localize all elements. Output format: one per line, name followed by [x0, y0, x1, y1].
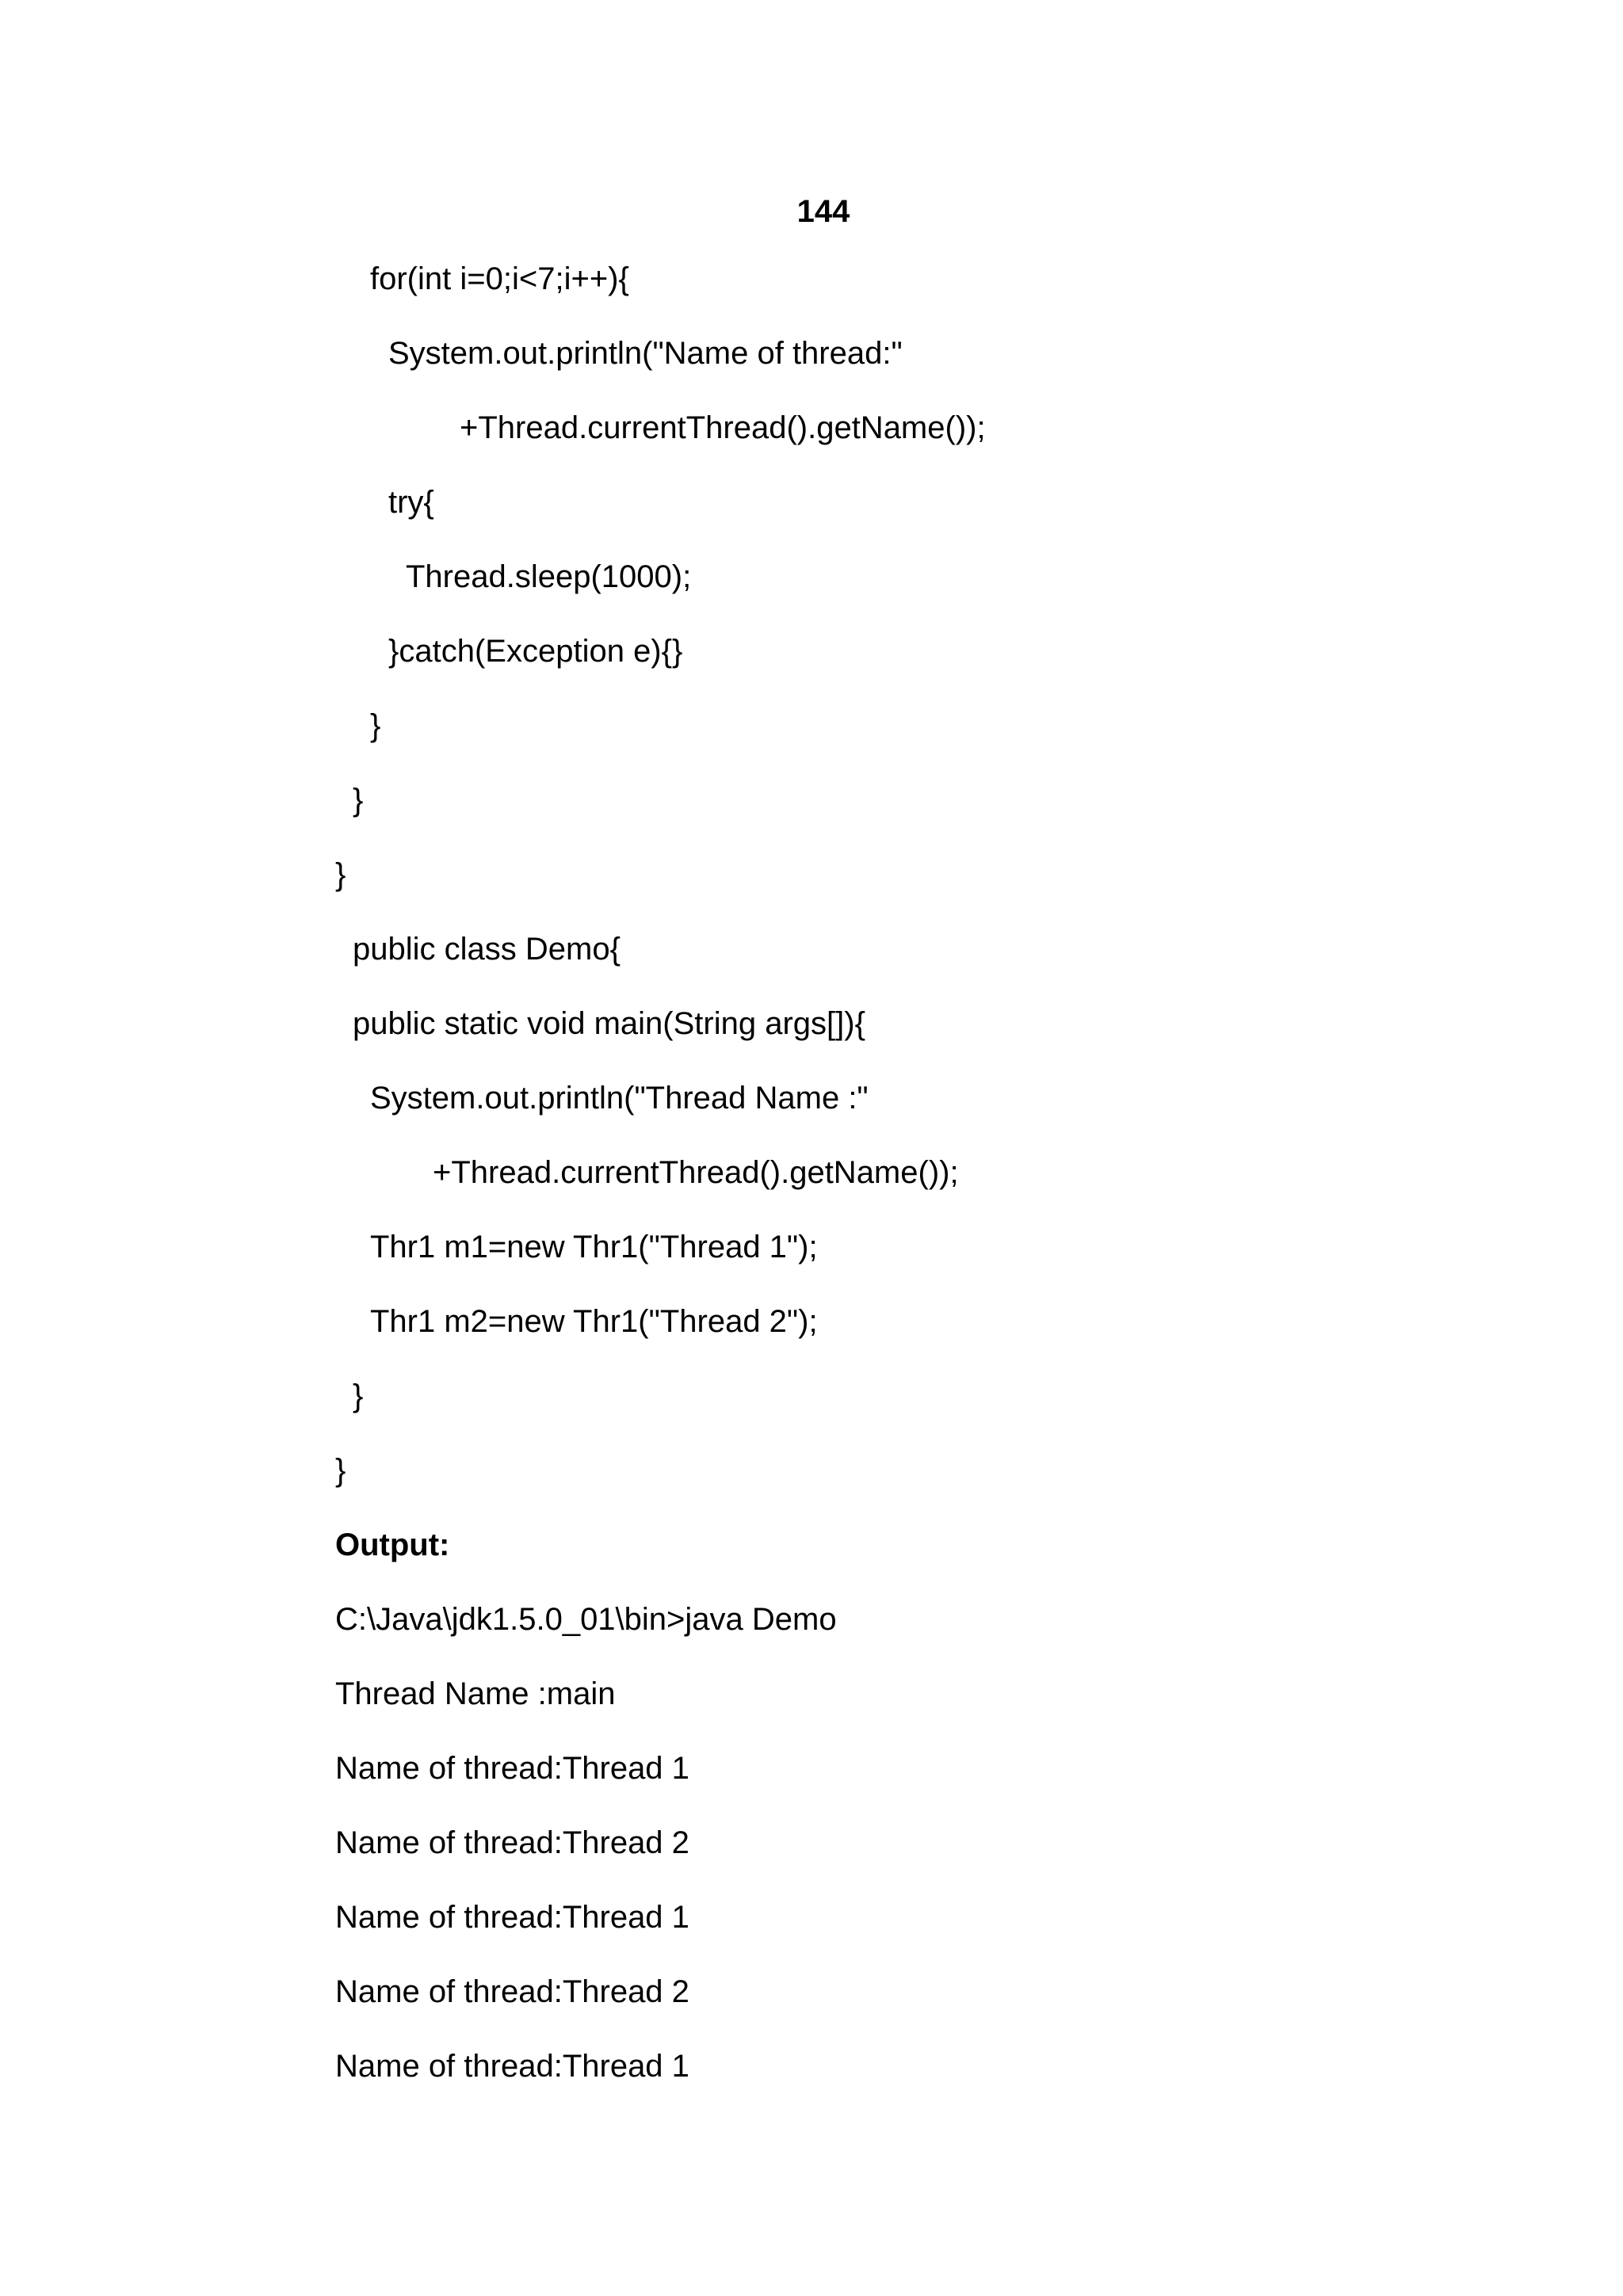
- code-line: +Thread.currentThread().getName());: [433, 1155, 959, 1190]
- code-line: public static void main(String args[]){: [353, 1006, 865, 1041]
- output-line: Name of thread:Thread 2: [335, 1974, 689, 2009]
- page-number: 144: [796, 194, 850, 229]
- code-line: System.out.println("Name of thread:": [388, 336, 903, 371]
- code-line: Thr1 m1=new Thr1("Thread 1");: [370, 1230, 818, 1264]
- output-line: C:\Java\jdk1.5.0_01\bin>java Demo: [335, 1602, 837, 1637]
- output-line: Name of thread:Thread 1: [335, 1751, 689, 1786]
- code-line: +Thread.currentThread().getName());: [460, 410, 986, 445]
- code-line: }: [370, 708, 381, 743]
- output-line: Name of thread:Thread 1: [335, 2049, 689, 2084]
- output-line: Name of thread:Thread 1: [335, 1900, 689, 1935]
- code-line: }: [335, 857, 346, 892]
- code-line: Thread.sleep(1000);: [406, 559, 692, 594]
- output-line: Name of thread:Thread 2: [335, 1825, 689, 1860]
- code-line: }catch(Exception e){}: [388, 634, 683, 669]
- code-line: System.out.println("Thread Name :": [370, 1081, 869, 1116]
- code-line: Thr1 m2=new Thr1("Thread 2");: [370, 1304, 818, 1339]
- code-line: }: [353, 783, 364, 818]
- code-line: public class Demo{: [353, 932, 621, 967]
- code-line: }: [353, 1379, 364, 1413]
- output-heading: Output:: [335, 1527, 450, 1562]
- code-line: try{: [388, 485, 434, 520]
- output-line: Thread Name :main: [335, 1676, 616, 1711]
- code-line: for(int i=0;i<7;i++){: [370, 261, 629, 296]
- code-line: }: [335, 1453, 346, 1488]
